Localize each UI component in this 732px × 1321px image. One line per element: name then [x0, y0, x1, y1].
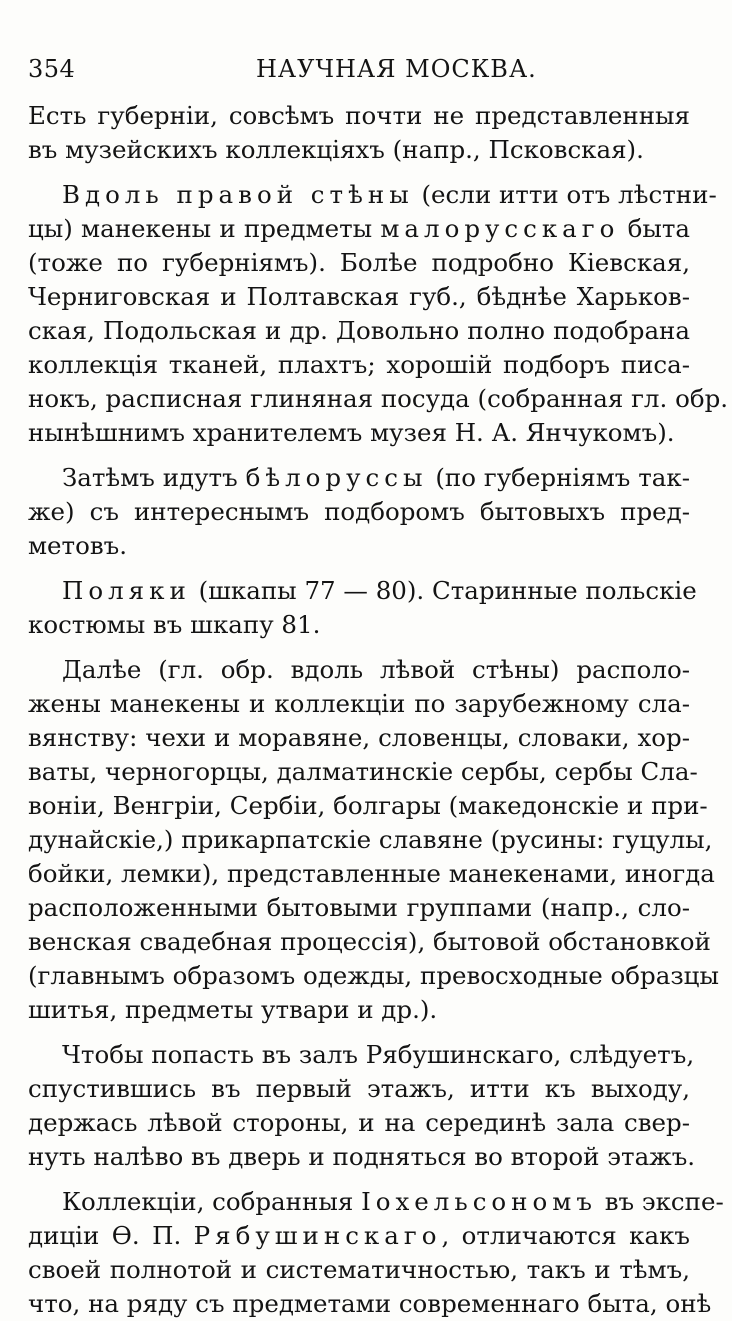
text-line: нокъ, расписная глиняная посуда (собранная гл. обр.: [28, 384, 729, 413]
paragraph-gap: [28, 450, 690, 461]
text-line: нуть налѣво въ дверь и подняться во второй этажъ.: [28, 1142, 696, 1171]
text-line: спустившись въ первый этажъ, итти къ выходу,: [28, 1074, 690, 1103]
text-line: воніи, Венгріи, Сербіи, болгары (македонскіе и при-: [28, 791, 708, 820]
text-line: метовъ.: [28, 531, 128, 560]
paragraph-gap: [28, 1027, 690, 1038]
paragraph: [28, 1038, 696, 1174]
text-line: бойки, лемки), представленные манекенами, иногда: [28, 859, 715, 888]
text-line: же) съ интереснымъ подборомъ бытовыхъ пред-: [28, 497, 690, 526]
text-line: Поляки (шкапы 77 — 80). Старинные польскіе: [62, 576, 697, 605]
emphasis-spaced-text: Поляки: [62, 576, 191, 605]
text-line: вянству: чехи и моравяне, словенцы, словаки, хор-: [28, 723, 690, 752]
text-line: (тоже по губерніямъ). Болѣе подробно Кіевская,: [28, 248, 690, 277]
text-line: костюмы въ шкапу 81.: [28, 610, 321, 639]
text-line: что, на ряду съ предметами современнаго быта, онѣ: [28, 1289, 712, 1318]
text-line: Далѣе (гл. обр. вдоль лѣвой стѣны) располо-: [62, 655, 690, 684]
text-line: Затѣмъ идутъ бѣлоруссы (по губерніямъ так-: [62, 463, 690, 492]
page-header: [28, 55, 690, 85]
text-line: (главнымъ образомъ одежды, превосходные образцы: [28, 961, 719, 990]
text-line: цы) манекены и предметы малорусскаго быта: [28, 214, 690, 243]
body-text: [28, 99, 729, 1321]
paragraph: [28, 461, 690, 563]
text-line: шитья, предметы утвари и др.).: [28, 995, 438, 1024]
paragraph: [28, 653, 719, 1027]
text-line: Есть губерніи, совсѣмъ почти не представленныя: [28, 101, 690, 130]
page-number: 354: [28, 55, 76, 83]
text-line: нынѣшнимъ хранителемъ музея Н. А. Янчукомъ).: [28, 418, 675, 447]
text-line: ваты, черногорцы, далматинскіе сербы, сербы Сла-: [28, 757, 698, 786]
paragraph: [28, 1185, 724, 1321]
text-line: въ музейскихъ коллекціяхъ (напр., Псковская).: [28, 135, 644, 164]
paragraph-gap: [28, 1174, 690, 1185]
text-line: венская свадебная процессія), бытовой обстановкой: [28, 927, 711, 956]
emphasis-spaced-text: Іохельсономъ: [361, 1187, 597, 1216]
text-line: Вдоль правой стѣны (если итти отъ лѣстни-: [62, 180, 717, 209]
paragraph-gap: [28, 642, 690, 653]
text-line: коллекція тканей, плахтъ; хорошій подборъ писа-: [28, 350, 690, 379]
emphasis-spaced-text: бѣлоруссы: [245, 463, 428, 492]
running-title: НАУЧНАЯ МОСКВА.: [256, 55, 537, 83]
emphasis-spaced-text: малорусскаго: [380, 214, 620, 243]
text-line: Коллекціи, собранныя Іохельсономъ въ экспе-: [62, 1187, 724, 1216]
text-line: диціи Ѳ. П. Рябушинскаго, отличаются какъ: [28, 1221, 690, 1250]
paragraph: [28, 99, 690, 167]
text-line: дунайскіе,) прикарпатскіе славяне (русины: гуцулы,: [28, 825, 713, 854]
text-line: держась лѣвой стороны, и на серединѣ зала свер-: [28, 1108, 690, 1137]
emphasis-spaced-text: Вдоль правой стѣны: [62, 180, 414, 209]
text-line: жены манекены и коллекціи по зарубежному сла-: [28, 689, 690, 718]
text-line: расположенными бытовыми группами (напр., сло-: [28, 893, 690, 922]
emphasis-spaced-text: Рябушинскаго: [193, 1221, 442, 1250]
paragraph-gap: [28, 563, 690, 574]
text-line: Черниговская и Полтавская губ., бѣднѣе Харьков-: [28, 282, 690, 311]
text-line: своей полнотой и систематичностью, такъ и тѣмъ,: [28, 1255, 690, 1284]
paragraph: [28, 574, 697, 642]
paragraph-gap: [28, 167, 690, 178]
text-line: Чтобы попасть въ залъ Рябушинскаго, слѣдуетъ,: [62, 1040, 695, 1069]
paragraph: [28, 178, 729, 450]
text-line: ская, Подольская и др. Довольно полно подобрана: [28, 316, 690, 345]
